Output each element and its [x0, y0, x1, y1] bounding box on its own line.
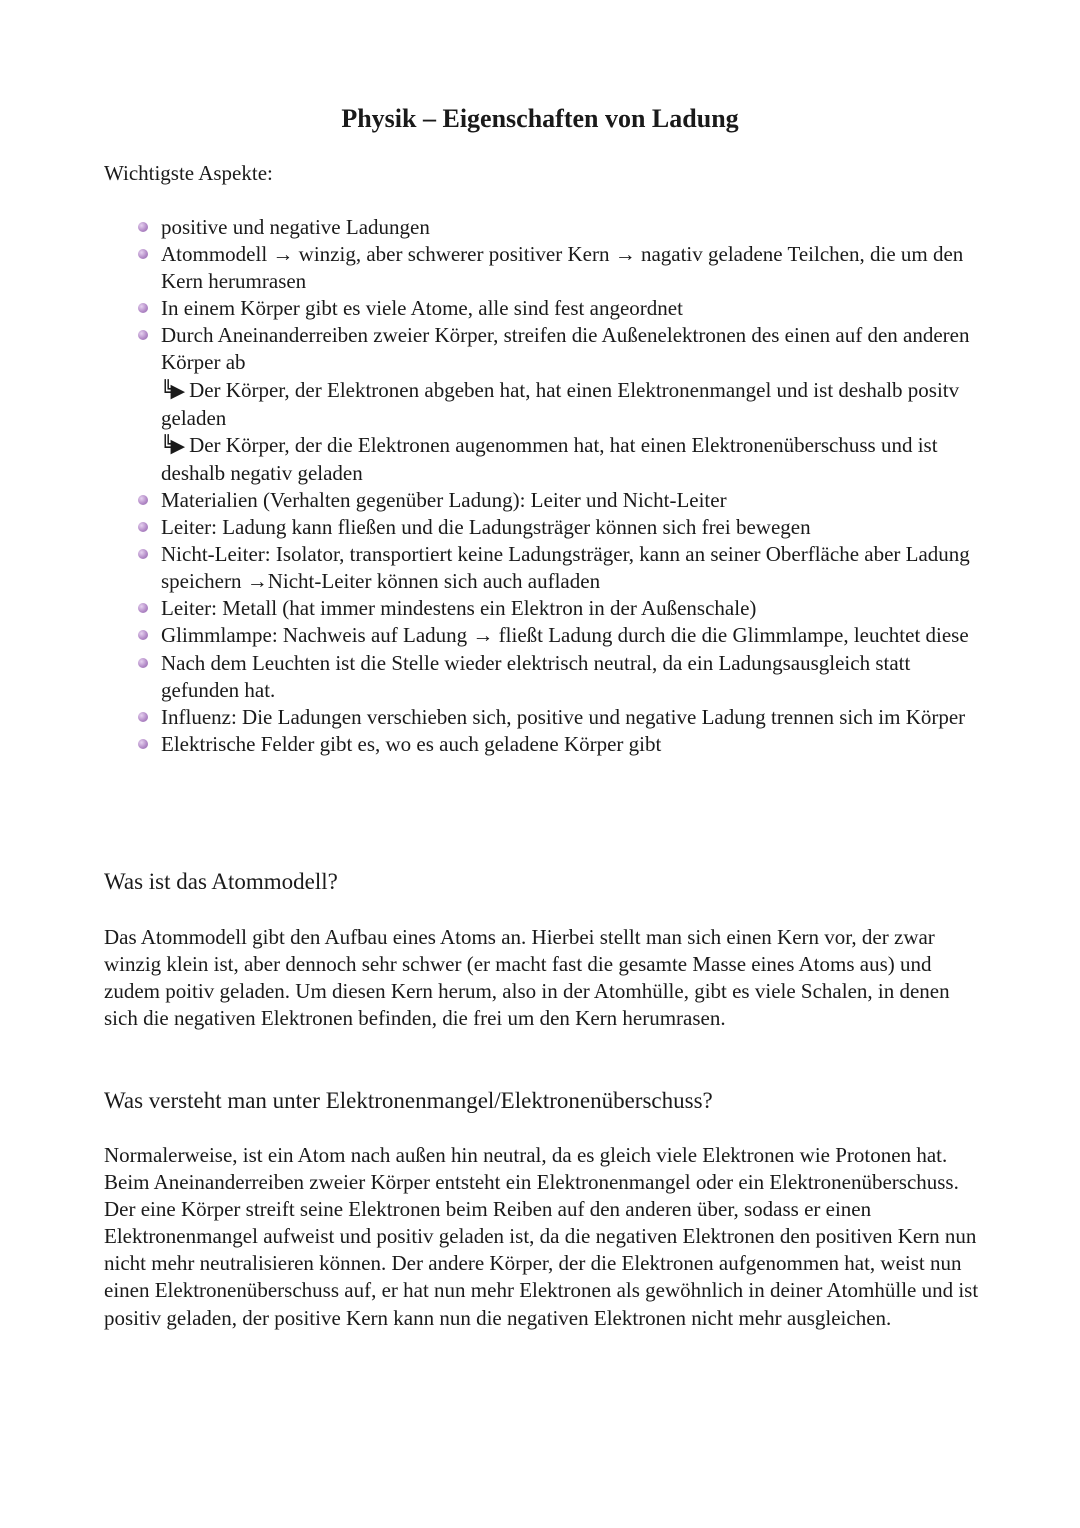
bullet-dot-icon	[138, 549, 148, 559]
bullet-dot-icon	[138, 330, 148, 340]
bullet-dot-icon	[138, 739, 148, 749]
list-item: In einem Körper gibt es viele Atome, alle sind fest angeordnet	[161, 295, 991, 322]
bullet-dot-icon	[138, 522, 148, 532]
bullet-dot-icon	[138, 658, 148, 668]
bullet-dot-icon	[138, 603, 148, 613]
bullet-dot-icon	[138, 303, 148, 313]
list-item: Atommodell → winzig, aber schwerer positiver Kern → nagativ geladene Teilchen, die um den Kern herumrasen	[161, 241, 991, 295]
list-item: Glimmlampe: Nachweis auf Ladung → fließt Ladung durch die die Glimmlampe, leuchtet diese	[161, 622, 991, 649]
list-item: Leiter: Metall (hat immer mindestens ein Elektron in der Außenschale)	[161, 595, 991, 622]
list-item: Nicht-Leiter: Isolator, transportiert keine Ladungsträger, kann an seiner Oberfläche aber Ladung speichern →Nicht-Leiter können sich auch aufladen	[161, 541, 991, 595]
sub-point: ╚▶ Der Körper, der Elektronen abgeben hat, hat einen Elektronenmangel und ist deshalb positv geladen	[161, 377, 960, 430]
section-text-atommodell: Das Atommodell gibt den Aufbau eines Atoms an. Hierbei stellt man sich einen Kern vor, der zwar winzig klein ist, aber dennoch sehr schwer (er macht fast die gesamte Masse eines Atoms aus) und zudem poitiv geladen. Um diesen Kern herum, also in der Atomhülle, gibt es viele Schalen, in denen sich die negativen Elektronen befinden, die frei um den Kern herumrasen.	[104, 925, 950, 1031]
list-item: Leiter: Ladung kann fließen und die Ladungsträger können sich frei bewegen	[161, 514, 991, 541]
bullet-dot-icon	[138, 630, 148, 640]
bullet-dot-icon	[138, 712, 148, 722]
sub-point: ╚▶ Der Körper, der die Elektronen augenommen hat, hat einen Elektronenüberschuss und ist deshalb negativ geladen	[161, 432, 938, 485]
key-aspects-list	[161, 214, 991, 758]
list-item: Elektrische Felder gibt es, wo es auch geladene Körper gibt	[161, 731, 991, 758]
arrow-icon: ╚▶	[161, 379, 184, 402]
bullet-dot-icon	[138, 222, 148, 232]
list-item: Materialien (Verhalten gegenüber Ladung): Leiter und Nicht-Leiter	[161, 487, 991, 514]
section-heading-atommodell: Was ist das Atommodell?	[104, 869, 338, 894]
list-item: Influenz: Die Ladungen verschieben sich, positive und negative Ladung trennen sich im Körper	[161, 704, 991, 731]
list-item: positive und negative Ladungen	[161, 214, 991, 241]
section-heading-elektronenmangel: Was versteht man unter Elektronenmangel/Elektronenüberschuss?	[104, 1088, 713, 1113]
list-item: Nach dem Leuchten ist die Stelle wieder elektrisch neutral, da ein Ladungsausgleich statt gefunden hat.	[161, 650, 991, 704]
bullet-dot-icon	[138, 249, 148, 259]
bullet-dot-icon	[138, 495, 148, 505]
list-item: Durch Aneinanderreiben zweier Körper, streifen die Außenelektronen des einen auf den anderen Körper ab ╚▶ Der Körper, der Elektronen abgeben hat, hat einen Elektronenmangel und ist deshalb positv geladen ╚▶ Der Körper, der die Elektronen augenommen hat, hat einen Elektronenüberschuss und ist deshalb negativ geladen	[161, 322, 991, 487]
arrow-icon: ╚▶	[161, 434, 184, 457]
page-title: Physik – Eigenschaften von Ladung	[341, 104, 739, 133]
intro-label: Wichtigste Aspekte:	[104, 161, 273, 185]
section-text-elektronenmangel: Normalerweise, ist ein Atom nach außen hin neutral, da es gleich viele Elektronen wie Protonen hat. Beim Aneinanderreiben zweier Körper entsteht ein Elektronenmangel oder ein Elektronenüberschuss. Der eine Körper streift seine Elektronen beim Reiben auf den anderen über, sodass er einen Elektronenmangel aufweist und positiv geladen ist, da die negativen Elektronen den positiven Kern nun nicht mehr neutralisieren können. Der andere Körper, der die Elektronen aufgenommen hat, weist nun einen Elektronenüberschuss auf, er hat nun mehr Elektronen als gewöhnlich in deiner Atomhülle und ist positiv geladen, der positive Kern kann nun die negativen Elektronen nicht mehr ausgleichen.	[104, 1143, 979, 1330]
